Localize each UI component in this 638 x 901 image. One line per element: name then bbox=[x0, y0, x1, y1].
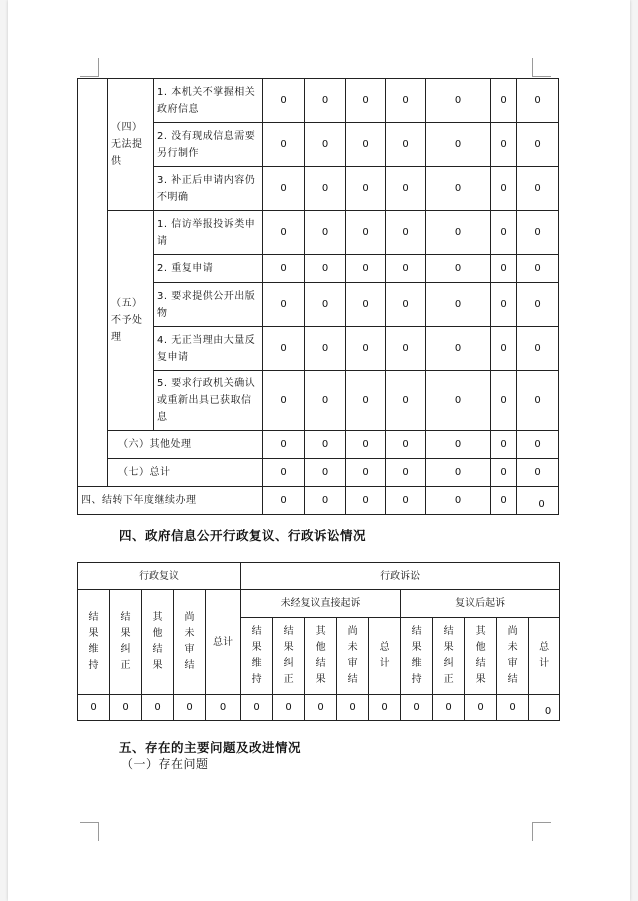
value-cell: 0 bbox=[346, 431, 386, 459]
value-cell: 0 bbox=[517, 283, 559, 327]
section-heading: 四、政府信息公开行政复议、行政诉讼情况 bbox=[119, 528, 367, 543]
value-cell: 0 bbox=[491, 167, 517, 211]
value-cell: 0 bbox=[305, 459, 346, 487]
value-cell: 0 bbox=[491, 431, 517, 459]
header-cell: 其他结果 bbox=[305, 618, 337, 695]
value-cell: 0 bbox=[517, 487, 559, 515]
value-cell: 0 bbox=[305, 211, 346, 255]
value-cell: 0 bbox=[491, 283, 517, 327]
value-cell: 0 bbox=[305, 255, 346, 283]
value-cell: 0 bbox=[273, 695, 305, 721]
value-cell: 0 bbox=[263, 283, 305, 327]
header-cell: 尚未审结 bbox=[174, 590, 206, 695]
row-label: 1. 信访举报投诉类申请 bbox=[154, 211, 263, 255]
value-cell: 0 bbox=[465, 695, 497, 721]
row-label: 5. 要求行政机关确认或重新出具已获取信息 bbox=[154, 371, 263, 431]
value-cell: 0 bbox=[78, 695, 110, 721]
value-cell: 0 bbox=[386, 487, 426, 515]
value-cell: 0 bbox=[263, 167, 305, 211]
value-cell: 0 bbox=[263, 255, 305, 283]
value-cell: 0 bbox=[426, 283, 491, 327]
value-cell: 0 bbox=[517, 123, 559, 167]
value-cell: 0 bbox=[110, 695, 142, 721]
value-cell: 0 bbox=[263, 431, 305, 459]
header-cell: 总计 bbox=[206, 590, 241, 695]
value-cell: 0 bbox=[426, 255, 491, 283]
value-cell: 0 bbox=[337, 695, 369, 721]
value-cell: 0 bbox=[491, 327, 517, 371]
value-cell: 0 bbox=[517, 211, 559, 255]
table-row bbox=[78, 459, 559, 487]
value-cell: 0 bbox=[491, 371, 517, 431]
value-cell: 0 bbox=[426, 487, 491, 515]
value-cell: 0 bbox=[305, 123, 346, 167]
value-cell: 0 bbox=[426, 211, 491, 255]
value-cell: 0 bbox=[426, 459, 491, 487]
table-row bbox=[78, 79, 559, 123]
value-cell: 0 bbox=[346, 255, 386, 283]
header-cell: 尚未审结 bbox=[497, 618, 529, 695]
row-label: 2. 没有现成信息需要另行制作 bbox=[154, 123, 263, 167]
header-cell: 总计 bbox=[529, 618, 560, 695]
row-label: 四、结转下年度继续办理 bbox=[78, 487, 263, 515]
value-cell: 0 bbox=[386, 167, 426, 211]
value-cell: 0 bbox=[346, 327, 386, 371]
value-cell: 0 bbox=[426, 371, 491, 431]
header-cell: 总计 bbox=[369, 618, 401, 695]
value-cell: 0 bbox=[517, 327, 559, 371]
value-cell: 0 bbox=[386, 123, 426, 167]
value-cell: 0 bbox=[426, 327, 491, 371]
value-cell: 0 bbox=[517, 431, 559, 459]
value-cell: 0 bbox=[305, 327, 346, 371]
value-cell: 0 bbox=[305, 79, 346, 123]
header-cell: 结果维持 bbox=[241, 618, 273, 695]
value-cell: 0 bbox=[263, 371, 305, 431]
row-label: 1. 本机关不掌握相关政府信息 bbox=[154, 79, 263, 123]
value-cell: 0 bbox=[386, 459, 426, 487]
table-row bbox=[78, 590, 560, 618]
value-cell: 0 bbox=[142, 695, 174, 721]
value-cell: 0 bbox=[346, 123, 386, 167]
value-cell: 0 bbox=[529, 695, 560, 721]
value-cell: 0 bbox=[305, 431, 346, 459]
application-handling-table bbox=[77, 78, 559, 515]
row-label: 4. 无正当理由大量反复申请 bbox=[154, 327, 263, 371]
value-cell: 0 bbox=[346, 487, 386, 515]
value-cell: 0 bbox=[263, 459, 305, 487]
value-cell: 0 bbox=[386, 431, 426, 459]
header-cell: 结果纠正 bbox=[273, 618, 305, 695]
section-heading: 五、存在的主要问题及改进情况 bbox=[119, 740, 302, 755]
header-cell: 行政诉讼 bbox=[241, 563, 560, 590]
value-cell: 0 bbox=[305, 487, 346, 515]
value-cell: 0 bbox=[305, 695, 337, 721]
crop-mark-top-right bbox=[532, 58, 551, 77]
value-cell: 0 bbox=[426, 79, 491, 123]
value-cell: 0 bbox=[426, 123, 491, 167]
value-cell: 0 bbox=[517, 167, 559, 211]
value-cell: 0 bbox=[346, 459, 386, 487]
review-litigation-table bbox=[77, 562, 560, 721]
value-cell: 0 bbox=[369, 695, 401, 721]
value-cell: 0 bbox=[491, 487, 517, 515]
value-cell: 0 bbox=[426, 167, 491, 211]
value-cell: 0 bbox=[517, 255, 559, 283]
row-label: 3. 补正后申请内容仍不明确 bbox=[154, 167, 263, 211]
subsection-heading: （一）存在问题 bbox=[121, 757, 209, 771]
header-cell: 复议后起诉 bbox=[401, 590, 560, 618]
row-label: （六）其他处理 bbox=[108, 431, 263, 459]
value-cell: 0 bbox=[206, 695, 241, 721]
value-cell: 0 bbox=[517, 79, 559, 123]
blank-cell bbox=[78, 79, 108, 487]
value-cell: 0 bbox=[386, 211, 426, 255]
value-cell: 0 bbox=[305, 371, 346, 431]
value-cell: 0 bbox=[305, 283, 346, 327]
table-row bbox=[78, 563, 560, 590]
value-cell: 0 bbox=[346, 79, 386, 123]
value-cell: 0 bbox=[401, 695, 433, 721]
value-cell: 0 bbox=[491, 211, 517, 255]
value-cell: 0 bbox=[263, 487, 305, 515]
value-cell: 0 bbox=[386, 371, 426, 431]
value-cell: 0 bbox=[491, 123, 517, 167]
table-row bbox=[78, 431, 559, 459]
value-cell: 0 bbox=[433, 695, 465, 721]
row-label: 3. 要求提供公开出版物 bbox=[154, 283, 263, 327]
header-cell: 结果纠正 bbox=[433, 618, 465, 695]
value-cell: 0 bbox=[386, 79, 426, 123]
value-cell: 0 bbox=[491, 459, 517, 487]
value-cell: 0 bbox=[497, 695, 529, 721]
table-row bbox=[78, 487, 559, 515]
value-cell: 0 bbox=[263, 123, 305, 167]
crop-mark-top-left bbox=[80, 58, 99, 77]
header-cell: 尚未审结 bbox=[337, 618, 369, 695]
header-cell: 未经复议直接起诉 bbox=[241, 590, 401, 618]
value-cell: 0 bbox=[346, 211, 386, 255]
crop-mark-bottom-left bbox=[80, 822, 99, 841]
value-cell: 0 bbox=[346, 371, 386, 431]
value-cell: 0 bbox=[263, 327, 305, 371]
value-cell: 0 bbox=[263, 211, 305, 255]
value-cell: 0 bbox=[517, 371, 559, 431]
value-cell: 0 bbox=[241, 695, 273, 721]
value-cell: 0 bbox=[386, 283, 426, 327]
header-cell: 其他结果 bbox=[142, 590, 174, 695]
value-cell: 0 bbox=[305, 167, 346, 211]
table-row bbox=[78, 211, 559, 255]
value-cell: 0 bbox=[491, 79, 517, 123]
header-cell: 结果维持 bbox=[401, 618, 433, 695]
value-cell: 0 bbox=[491, 255, 517, 283]
crop-mark-bottom-right bbox=[532, 822, 551, 841]
table-row bbox=[78, 695, 560, 721]
value-cell: 0 bbox=[386, 255, 426, 283]
header-cell: 行政复议 bbox=[78, 563, 241, 590]
header-cell: 其他结果 bbox=[465, 618, 497, 695]
value-cell: 0 bbox=[174, 695, 206, 721]
category-cell: （四）无法提供 bbox=[108, 79, 154, 211]
value-cell: 0 bbox=[346, 283, 386, 327]
value-cell: 0 bbox=[263, 79, 305, 123]
value-cell: 0 bbox=[426, 431, 491, 459]
value-cell: 0 bbox=[346, 167, 386, 211]
row-label: （七）总计 bbox=[108, 459, 263, 487]
value-cell: 0 bbox=[517, 459, 559, 487]
header-cell: 结果维持 bbox=[78, 590, 110, 695]
category-cell: （五）不予处理 bbox=[108, 211, 154, 431]
row-label: 2. 重复申请 bbox=[154, 255, 263, 283]
header-cell: 结果纠正 bbox=[110, 590, 142, 695]
value-cell: 0 bbox=[386, 327, 426, 371]
